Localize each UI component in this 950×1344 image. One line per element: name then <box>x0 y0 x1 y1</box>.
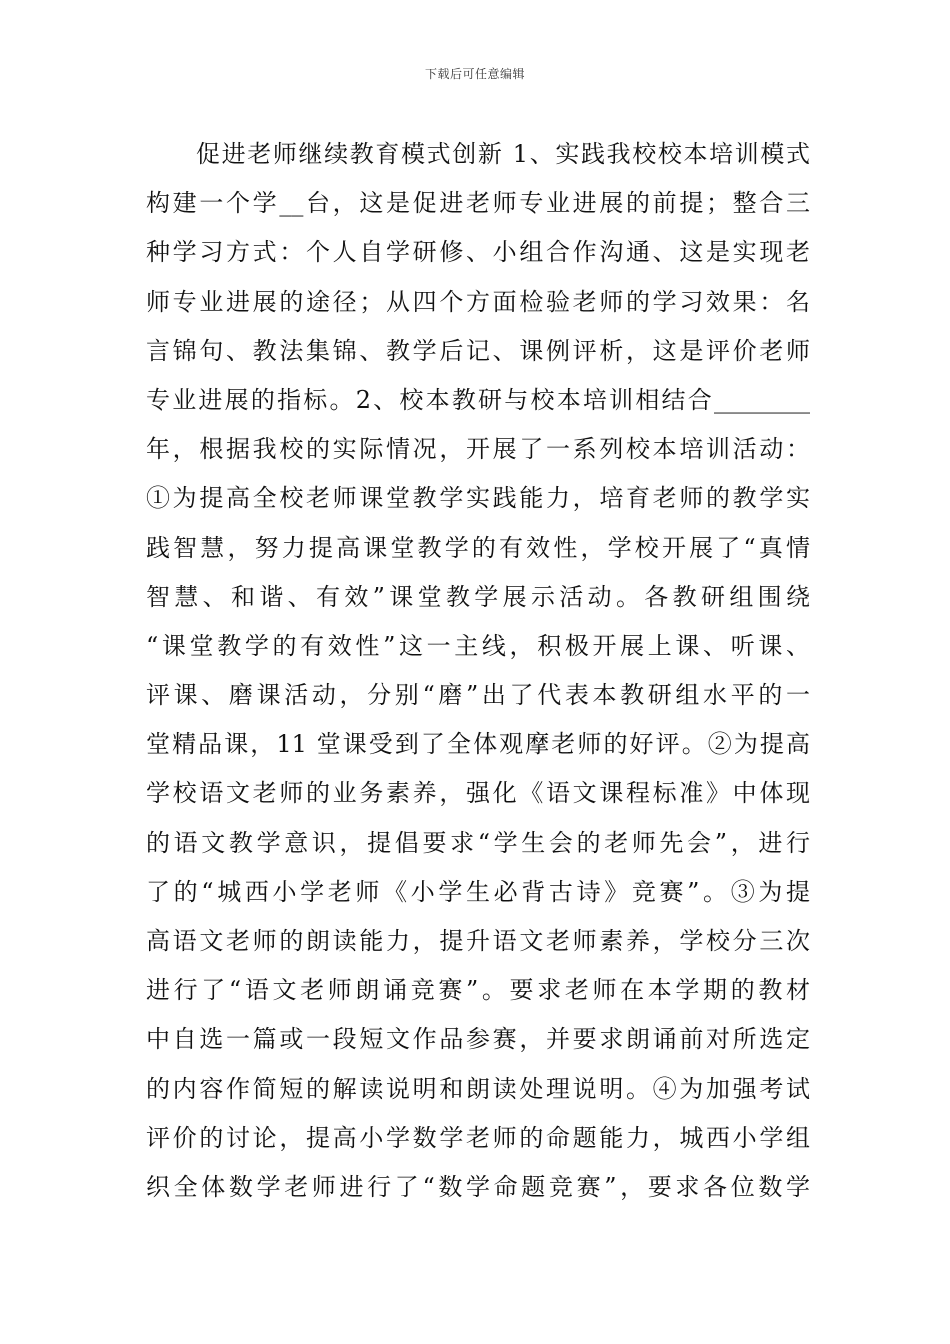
text-line: 智慧、和谐、有效”课堂教学展示活动。各教研组围绕 <box>146 582 810 611</box>
body-text <box>146 130 810 1212</box>
text-line: 年，根据我校的实际情况，开展了一系列校本培训活动： <box>146 435 810 464</box>
text-line: 种学习方式：个人自学研修、小组合作沟通、这是实现老 <box>146 238 810 267</box>
text-line: 践智慧，努力提高课堂教学的有效性，学校开展了“真情 <box>146 533 810 562</box>
text-line: 中自选一篇或一段短文作品参赛，并要求朗诵前对所选定 <box>146 1025 810 1054</box>
text-line: 学校语文老师的业务素养，强化《语文课程标准》中体现 <box>146 779 810 808</box>
text-line: ①为提高全校老师课堂教学实践能力，培育老师的教学实 <box>146 484 810 513</box>
text-line: 织全体数学老师进行了“数学命题竞赛”，要求各位数学 <box>146 1172 810 1201</box>
text-line: 高语文老师的朗读能力，提升语文老师素养，学校分三次 <box>146 927 810 955</box>
text-line: 进行了“语文老师朗诵竞赛”。要求老师在本学期的教材 <box>146 976 810 1005</box>
text-line: 专业进展的指标。2、校本教研与校本培训相结合________ <box>146 385 810 414</box>
text-line: 的语文教学意识，提倡要求“学生会的老师先会”，进行 <box>146 828 810 857</box>
text-line: 言锦句、教法集锦、教学后记、课例评析，这是评价老师 <box>146 336 810 365</box>
text-line: 评课、磨课活动，分别“磨”出了代表本教研组水平的一 <box>146 681 810 710</box>
text-line: 的内容作简短的解读说明和朗读处理说明。④为加强考试 <box>146 1074 810 1103</box>
text-line: 师专业进展的途径；从四个方面检验老师的学习效果：名 <box>146 287 810 316</box>
text-line: 构建一个学__台，这是促进老师专业进展的前提；整合三 <box>146 189 810 218</box>
text-line: 堂精品课，11 堂课受到了全体观摩老师的好评。②为提高 <box>146 730 810 759</box>
text-line: 评价的讨论，提高小学数学老师的命题能力，城西小学组 <box>146 1123 810 1152</box>
text-line: 促进老师继续教育模式创新 1、实践我校校本培训模式 <box>196 140 810 168</box>
text-line: 了的“城西小学老师《小学生必背古诗》竞赛”。③为提 <box>146 877 810 906</box>
page-header: 下载后可任意编辑 <box>424 67 525 81</box>
text-line: “课堂教学的有效性”这一主线，积极开展上课、听课、 <box>146 631 810 660</box>
